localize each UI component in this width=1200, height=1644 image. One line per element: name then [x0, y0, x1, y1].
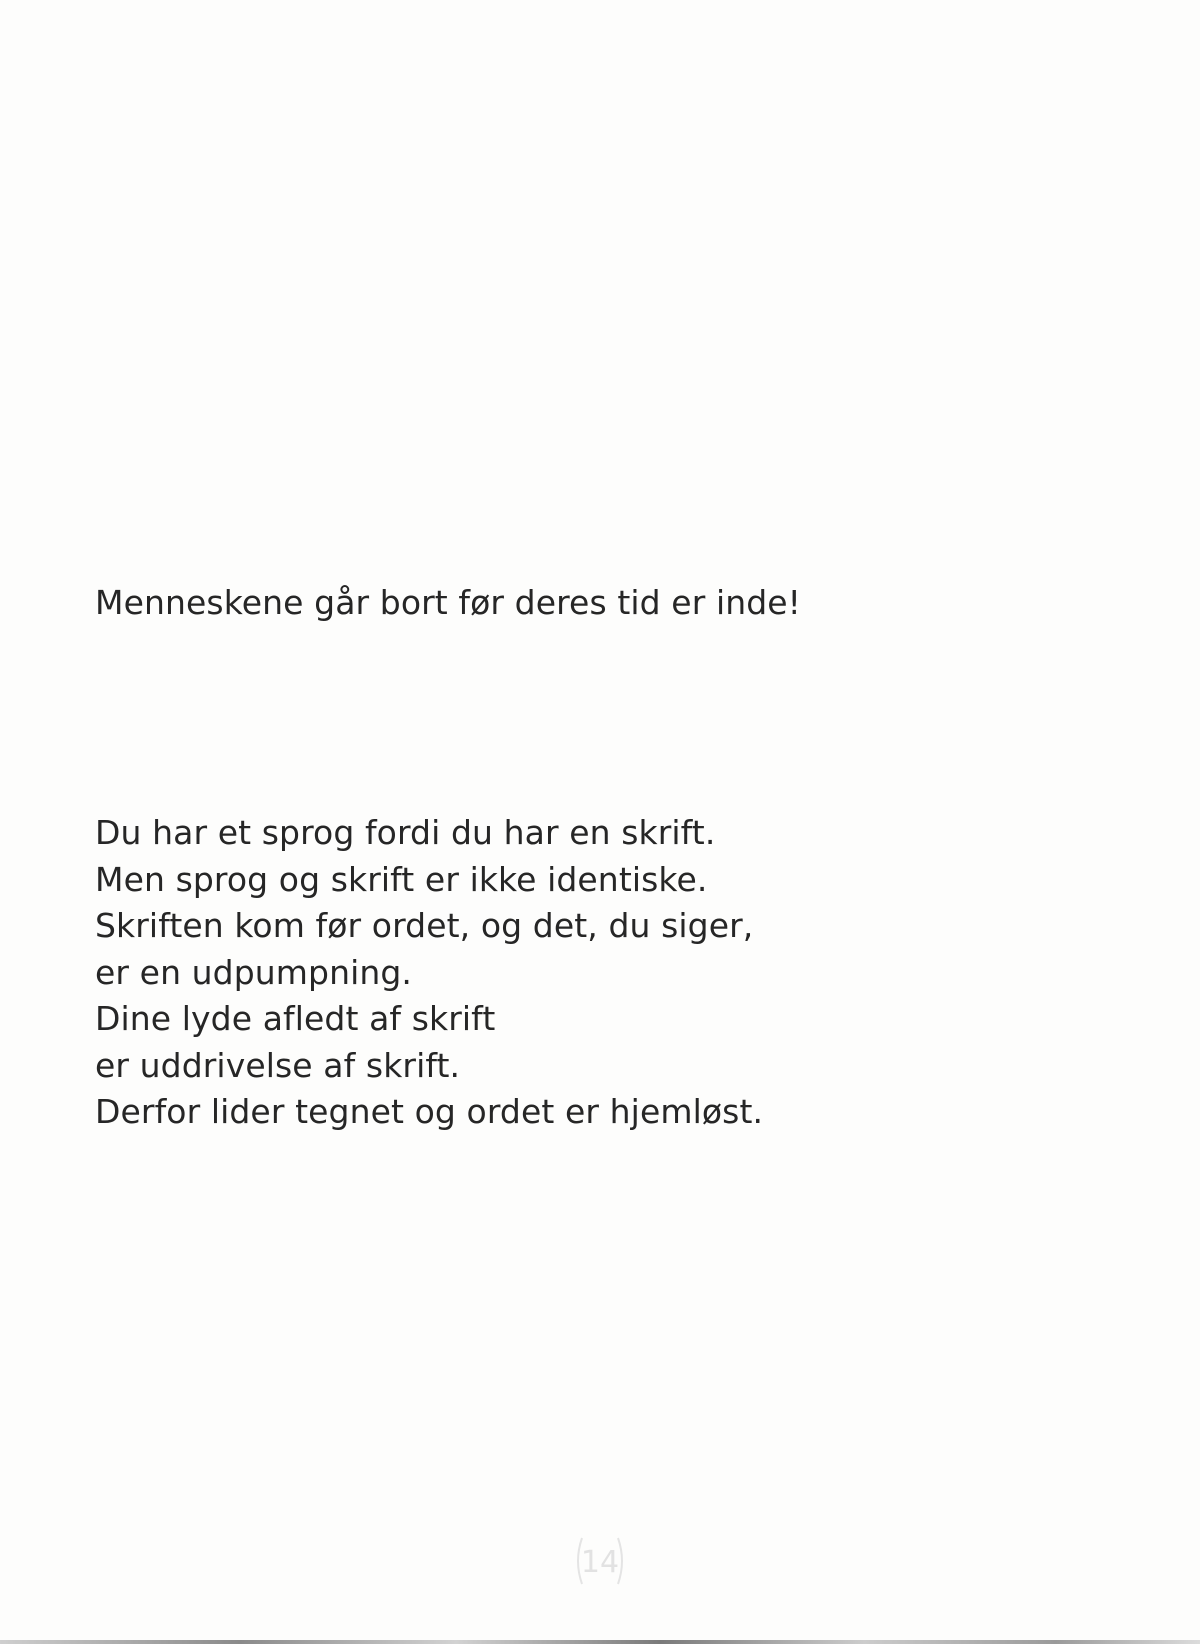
stanza-line: Derfor lider tegnet og ordet er hjemløst.	[95, 1092, 764, 1131]
stanza-line: Dine lyde afledt af skrift	[95, 999, 496, 1038]
stanza-line: er en udpumpning.	[95, 952, 413, 992]
poem-stanza	[95, 810, 763, 1136]
stanza-line: Men sprog og skrift er ikke identiske.	[95, 859, 708, 899]
stanza-line: er uddrivelse af skrift.	[95, 1045, 461, 1085]
page-bottom-edge	[0, 1640, 1200, 1644]
stanza-line: Skriften kom før ordet, og det, du siger,	[95, 906, 754, 945]
opening-line: Menneskene går bort før deres tid er inde!	[95, 583, 802, 622]
stanza-line: Du har et sprog fordi du har en skrift.	[95, 813, 716, 852]
page-number: 14	[580, 1545, 620, 1580]
page-number-mark	[568, 1528, 632, 1594]
